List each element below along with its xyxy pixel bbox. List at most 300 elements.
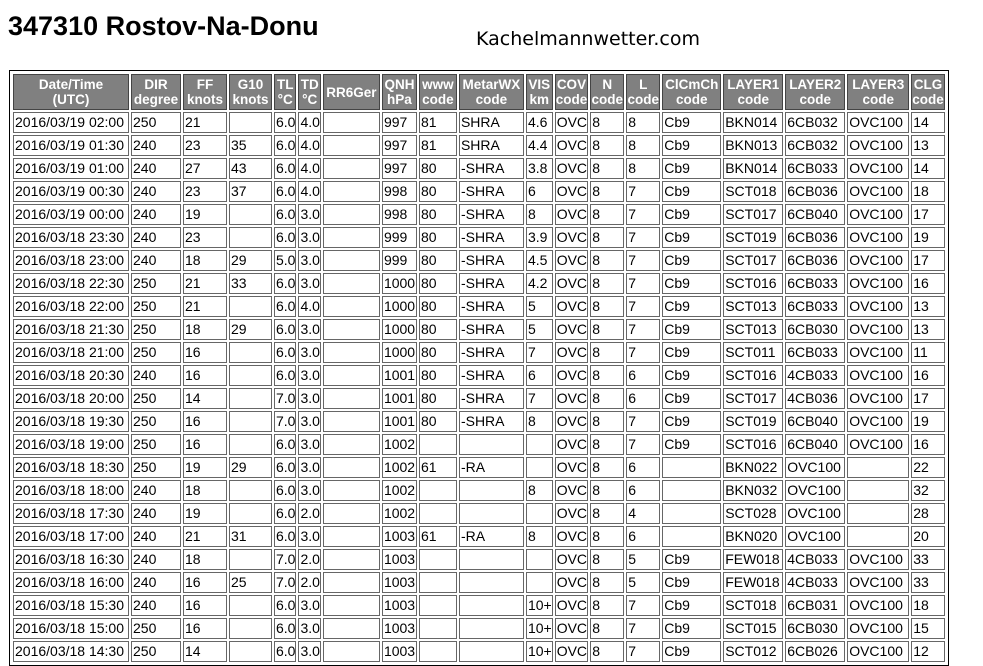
column-header-unit: code: [799, 92, 831, 107]
table-cell: [459, 641, 524, 662]
table-cell: OVC100: [785, 480, 845, 501]
table-row: [13, 273, 945, 294]
table-cell: Cb9: [662, 273, 721, 294]
table-cell: 16: [183, 595, 227, 616]
table-cell: 14: [911, 158, 945, 179]
table-cell: 80: [419, 411, 457, 432]
table-cell: [229, 434, 272, 455]
table-cell: 1003: [382, 595, 417, 616]
table-header-row: [13, 74, 945, 110]
table-cell: 11: [911, 342, 945, 363]
table-cell: [229, 227, 272, 248]
table-cell: 250: [131, 319, 181, 340]
table-cell: 4CB036: [785, 388, 845, 409]
table-cell: [526, 572, 553, 593]
table-cell: 1003: [382, 618, 417, 639]
column-header-label: CLG: [913, 77, 943, 92]
table-cell: OVC100: [847, 411, 909, 432]
table-cell: -RA: [459, 526, 524, 547]
table-cell: 21: [183, 112, 227, 133]
table-cell: FEW018: [723, 572, 783, 593]
table-cell: 3.0: [298, 434, 320, 455]
table-cell: OVC: [555, 618, 589, 639]
table-cell: 250: [131, 112, 181, 133]
table-cell: 13: [911, 135, 945, 156]
table-cell: 4CB033: [785, 572, 845, 593]
table-cell: OVC: [555, 388, 589, 409]
table-cell: Cb9: [662, 641, 721, 662]
table-cell: Cb9: [662, 549, 721, 570]
table-cell: 2016/03/18 15:00: [13, 618, 129, 639]
table-cell: [662, 480, 721, 501]
table-cell: 29: [229, 457, 272, 478]
table-cell: 6.0: [274, 526, 296, 547]
table-cell: 8: [590, 342, 624, 363]
table-cell: Cb9: [662, 227, 721, 248]
table-cell: 80: [419, 365, 457, 386]
table-cell: 8: [590, 434, 624, 455]
table-cell: 7: [626, 273, 660, 294]
table-cell: 61: [419, 526, 457, 547]
table-row: [13, 204, 945, 225]
column-header-label: Date/Time: [38, 77, 104, 92]
table-cell: 4.6: [526, 112, 553, 133]
table-cell: -SHRA: [459, 319, 524, 340]
table-cell: 999: [382, 250, 417, 271]
table-cell: [323, 641, 380, 662]
column-header-label: LAYER1: [727, 77, 780, 92]
table-row: [13, 319, 945, 340]
column-header: [382, 74, 417, 110]
table-cell: 7: [626, 319, 660, 340]
table-cell: OVC100: [847, 388, 909, 409]
table-cell: Cb9: [662, 112, 721, 133]
table-cell: 1002: [382, 480, 417, 501]
table-cell: [847, 503, 909, 524]
table-cell: 7: [526, 388, 553, 409]
table-cell: 5: [526, 296, 553, 317]
table-cell: SCT017: [723, 250, 783, 271]
table-cell: [323, 204, 380, 225]
column-header-unit: (UTC): [52, 92, 90, 107]
table-cell: BKN013: [723, 135, 783, 156]
table-cell: 3.0: [298, 411, 320, 432]
table-cell: [229, 112, 272, 133]
table-cell: 80: [419, 342, 457, 363]
table-cell: SCT017: [723, 204, 783, 225]
table-cell: 6CB040: [785, 434, 845, 455]
table-cell: 4: [626, 503, 660, 524]
table-cell: OVC100: [847, 296, 909, 317]
table-cell: Cb9: [662, 572, 721, 593]
table-cell: 250: [131, 618, 181, 639]
table-cell: -SHRA: [459, 296, 524, 317]
table-cell: 8: [590, 480, 624, 501]
table-cell: OVC100: [847, 319, 909, 340]
table-cell: 997: [382, 135, 417, 156]
table-cell: 240: [131, 158, 181, 179]
table-cell: 23: [183, 227, 227, 248]
table-cell: 4CB033: [785, 549, 845, 570]
table-cell: OVC100: [847, 135, 909, 156]
table-cell: 18: [183, 480, 227, 501]
table-cell: 2016/03/19 01:30: [13, 135, 129, 156]
table-cell: 16: [183, 434, 227, 455]
table-cell: 2016/03/18 18:30: [13, 457, 129, 478]
table-cell: 8: [590, 181, 624, 202]
table-cell: [323, 365, 380, 386]
column-header-label: VIS: [528, 77, 551, 92]
table-cell: 6CB036: [785, 227, 845, 248]
table-cell: 8: [526, 480, 553, 501]
column-header-unit: code: [422, 92, 454, 107]
table-cell: 7: [626, 641, 660, 662]
table-cell: OVC100: [847, 434, 909, 455]
column-header-unit: knots: [186, 92, 223, 107]
table-cell: 17: [911, 250, 945, 271]
table-cell: OVC100: [847, 618, 909, 639]
table-cell: 6: [626, 388, 660, 409]
table-cell: Cb9: [662, 595, 721, 616]
table-cell: OVC: [555, 135, 589, 156]
table-cell: 1002: [382, 434, 417, 455]
table-cell: 29: [229, 250, 272, 271]
column-header: [526, 74, 553, 110]
table-cell: 7: [626, 411, 660, 432]
table-cell: 8: [526, 526, 553, 547]
table-cell: 16: [911, 434, 945, 455]
table-cell: 2016/03/18 22:00: [13, 296, 129, 317]
table-cell: 2016/03/18 16:00: [13, 572, 129, 593]
table-cell: OVC100: [847, 572, 909, 593]
table-cell: 5.0: [274, 250, 296, 271]
table-cell: 2016/03/18 20:00: [13, 388, 129, 409]
table-cell: 240: [131, 135, 181, 156]
table-cell: 6CB033: [785, 273, 845, 294]
table-cell: 250: [131, 411, 181, 432]
table-cell: 2016/03/18 19:00: [13, 434, 129, 455]
table-cell: Cb9: [662, 618, 721, 639]
column-header: [555, 74, 589, 110]
table-cell: 19: [911, 411, 945, 432]
column-header: [590, 74, 624, 110]
table-row: [13, 480, 945, 501]
table-cell: OVC100: [785, 526, 845, 547]
table-cell: 8: [590, 158, 624, 179]
table-cell: 8: [626, 135, 660, 156]
table-cell: 23: [183, 135, 227, 156]
table-cell: 8: [590, 135, 624, 156]
table-cell: 80: [419, 319, 457, 340]
table-cell: [229, 411, 272, 432]
table-cell: 4.0: [298, 112, 320, 133]
table-cell: 80: [419, 250, 457, 271]
table-cell: 16: [183, 618, 227, 639]
table-cell: 7.0: [274, 572, 296, 593]
table-cell: OVC100: [847, 342, 909, 363]
table-cell: 16: [183, 365, 227, 386]
table-cell: 1001: [382, 365, 417, 386]
table-cell: 19: [183, 204, 227, 225]
table-cell: 240: [131, 595, 181, 616]
column-header-label: LAYER2: [789, 77, 842, 92]
table-cell: 8: [590, 250, 624, 271]
table-cell: 6CB033: [785, 342, 845, 363]
table-cell: 35: [229, 135, 272, 156]
table-cell: 6.0: [274, 158, 296, 179]
table-body: [13, 112, 945, 662]
table-cell: 16: [911, 273, 945, 294]
column-header: [131, 74, 181, 110]
table-cell: 18: [183, 319, 227, 340]
table-cell: 18: [183, 549, 227, 570]
table-row: [13, 112, 945, 133]
table-cell: SCT012: [723, 641, 783, 662]
column-header-unit: code: [737, 92, 769, 107]
table-cell: 2016/03/18 22:30: [13, 273, 129, 294]
table-cell: 6CB032: [785, 112, 845, 133]
table-cell: [419, 572, 457, 593]
table-cell: 5: [526, 319, 553, 340]
table-cell: SCT013: [723, 319, 783, 340]
table-cell: 240: [131, 503, 181, 524]
observations-table-frame: [9, 70, 949, 666]
table-cell: 6CB040: [785, 411, 845, 432]
table-cell: 2.0: [298, 503, 320, 524]
table-cell: 2.0: [298, 572, 320, 593]
table-cell: 16: [183, 411, 227, 432]
table-cell: -SHRA: [459, 388, 524, 409]
table-cell: 6.0: [274, 618, 296, 639]
table-cell: [323, 158, 380, 179]
column-header-unit: °C: [302, 92, 318, 107]
table-cell: 7: [626, 618, 660, 639]
table-cell: 3.0: [298, 618, 320, 639]
table-cell: 250: [131, 641, 181, 662]
table-cell: 250: [131, 434, 181, 455]
table-cell: 240: [131, 227, 181, 248]
table-cell: 18: [911, 181, 945, 202]
table-cell: 7: [626, 595, 660, 616]
table-cell: 1003: [382, 526, 417, 547]
table-cell: 19: [183, 457, 227, 478]
table-row: [13, 572, 945, 593]
table-cell: OVC100: [847, 549, 909, 570]
table-cell: 6CB030: [785, 618, 845, 639]
table-cell: OVC: [555, 204, 589, 225]
table-cell: -SHRA: [459, 158, 524, 179]
table-cell: [323, 227, 380, 248]
table-cell: 80: [419, 227, 457, 248]
table-cell: 3.0: [298, 319, 320, 340]
table-cell: [459, 595, 524, 616]
table-cell: [459, 572, 524, 593]
table-cell: 61: [419, 457, 457, 478]
table-cell: 15: [911, 618, 945, 639]
table-cell: 3.0: [298, 365, 320, 386]
table-cell: 998: [382, 204, 417, 225]
table-cell: 998: [382, 181, 417, 202]
table-cell: [229, 342, 272, 363]
table-cell: [229, 296, 272, 317]
column-header-label: DIR: [144, 77, 168, 92]
column-header-unit: code: [862, 92, 894, 107]
table-cell: 6.0: [274, 135, 296, 156]
table-cell: 250: [131, 457, 181, 478]
table-cell: 240: [131, 572, 181, 593]
table-cell: 1001: [382, 411, 417, 432]
table-cell: [229, 204, 272, 225]
table-cell: 6.0: [274, 457, 296, 478]
table-cell: [323, 296, 380, 317]
table-cell: Cb9: [662, 434, 721, 455]
table-cell: 2016/03/18 15:30: [13, 595, 129, 616]
table-cell: -SHRA: [459, 227, 524, 248]
table-cell: OVC100: [847, 595, 909, 616]
table-cell: 240: [131, 204, 181, 225]
table-cell: 2016/03/18 16:30: [13, 549, 129, 570]
table-cell: OVC: [555, 158, 589, 179]
table-cell: 3.0: [298, 342, 320, 363]
table-cell: 1000: [382, 296, 417, 317]
table-cell: 80: [419, 181, 457, 202]
table-cell: 4CB033: [785, 365, 845, 386]
table-cell: 5: [626, 572, 660, 593]
table-cell: [662, 457, 721, 478]
table-cell: 999: [382, 227, 417, 248]
table-cell: 8: [590, 595, 624, 616]
table-cell: [229, 388, 272, 409]
table-cell: OVC: [555, 296, 589, 317]
table-cell: 6CB026: [785, 641, 845, 662]
table-cell: [459, 503, 524, 524]
table-cell: 2016/03/19 02:00: [13, 112, 129, 133]
table-cell: 997: [382, 158, 417, 179]
table-cell: [323, 273, 380, 294]
table-cell: OVC: [555, 365, 589, 386]
table-row: [13, 388, 945, 409]
table-cell: 240: [131, 181, 181, 202]
table-cell: 7.0: [274, 411, 296, 432]
table-cell: [847, 457, 909, 478]
table-cell: 6CB031: [785, 595, 845, 616]
table-cell: 6: [626, 365, 660, 386]
column-header-label: QNH: [384, 77, 415, 92]
table-cell: OVC: [555, 434, 589, 455]
table-cell: 2016/03/19 00:30: [13, 181, 129, 202]
table-cell: 8: [590, 572, 624, 593]
table-cell: 4.5: [526, 250, 553, 271]
table-cell: 2016/03/18 23:30: [13, 227, 129, 248]
table-cell: 8: [590, 388, 624, 409]
table-cell: 3.0: [298, 641, 320, 662]
table-cell: 1002: [382, 457, 417, 478]
table-cell: [526, 549, 553, 570]
table-cell: 6: [526, 365, 553, 386]
table-cell: [323, 572, 380, 593]
table-cell: OVC: [555, 595, 589, 616]
column-header-label: ClCmCh: [665, 77, 719, 92]
table-cell: 7: [626, 227, 660, 248]
table-cell: 8: [626, 158, 660, 179]
table-cell: 3.0: [298, 227, 320, 248]
table-cell: OVC: [555, 480, 589, 501]
column-header-unit: km: [529, 92, 550, 107]
table-cell: 80: [419, 388, 457, 409]
table-cell: 10+: [526, 595, 553, 616]
table-cell: 12: [911, 641, 945, 662]
column-header-unit: code: [555, 92, 588, 107]
table-cell: 37: [229, 181, 272, 202]
table-cell: 8: [590, 641, 624, 662]
column-header: [183, 74, 227, 110]
table-cell: -SHRA: [459, 204, 524, 225]
table-cell: 13: [911, 319, 945, 340]
table-cell: BKN022: [723, 457, 783, 478]
table-cell: [323, 319, 380, 340]
table-cell: 250: [131, 296, 181, 317]
table-cell: [526, 457, 553, 478]
table-cell: [419, 434, 457, 455]
column-header-unit: hPa: [387, 92, 412, 107]
table-cell: 6.0: [274, 365, 296, 386]
table-cell: 29: [229, 319, 272, 340]
table-cell: 6CB032: [785, 135, 845, 156]
table-cell: SCT016: [723, 273, 783, 294]
table-cell: OVC: [555, 273, 589, 294]
table-cell: 18: [911, 595, 945, 616]
table-cell: 6: [626, 526, 660, 547]
table-cell: 2016/03/19 01:00: [13, 158, 129, 179]
column-header-label: LAYER3: [852, 77, 905, 92]
table-cell: 23: [183, 181, 227, 202]
table-cell: 3.0: [298, 595, 320, 616]
table-cell: 2016/03/18 18:00: [13, 480, 129, 501]
table-row: [13, 296, 945, 317]
table-cell: 6: [626, 457, 660, 478]
table-cell: -SHRA: [459, 181, 524, 202]
table-cell: 6.0: [274, 480, 296, 501]
table-row: [13, 595, 945, 616]
table-cell: SCT016: [723, 434, 783, 455]
table-cell: [459, 480, 524, 501]
column-header: [274, 74, 296, 110]
page-title: 347310 Rostov-Na-Donu: [8, 11, 319, 41]
table-cell: 80: [419, 204, 457, 225]
table-cell: 2016/03/18 17:00: [13, 526, 129, 547]
table-cell: Cb9: [662, 388, 721, 409]
table-cell: 28: [911, 503, 945, 524]
table-cell: 31: [229, 526, 272, 547]
table-cell: 2016/03/18 14:30: [13, 641, 129, 662]
table-cell: 6CB030: [785, 319, 845, 340]
table-cell: 7.0: [274, 549, 296, 570]
table-cell: 4.4: [526, 135, 553, 156]
table-cell: 33: [911, 572, 945, 593]
table-cell: [229, 503, 272, 524]
table-cell: [323, 526, 380, 547]
table-cell: [526, 434, 553, 455]
table-cell: 13: [911, 296, 945, 317]
table-cell: 6.0: [274, 319, 296, 340]
table-cell: BKN014: [723, 112, 783, 133]
table-cell: 6: [526, 181, 553, 202]
table-cell: OVC100: [785, 457, 845, 478]
table-cell: [419, 549, 457, 570]
table-cell: 3.0: [298, 388, 320, 409]
table-cell: 4.2: [526, 273, 553, 294]
table-cell: 17: [911, 204, 945, 225]
